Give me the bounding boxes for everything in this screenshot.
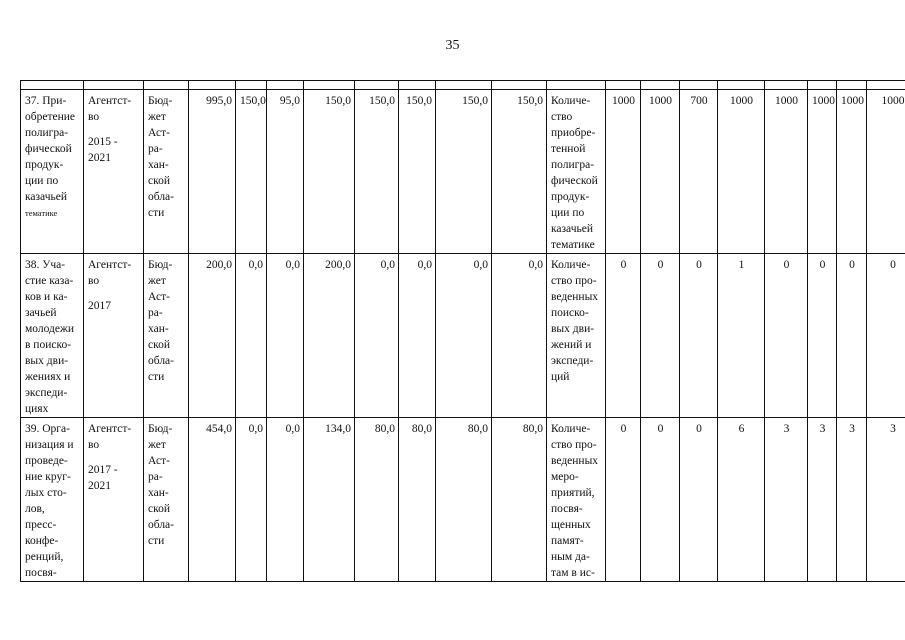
activity-name-line: пресс- <box>25 519 57 531</box>
program-table <box>20 80 905 582</box>
indicator-description-cell <box>547 418 606 582</box>
indicator-value-cell: 0 <box>765 254 808 418</box>
responsible-line: во <box>88 439 100 451</box>
funding-source-line: Аст- <box>148 455 170 467</box>
period-line: 2021 <box>88 480 111 492</box>
activity-name-line: продук- <box>25 159 64 171</box>
activity-name-cell <box>21 90 84 254</box>
funding-source-cell <box>144 418 189 582</box>
indicator-description-line: поиско- <box>551 307 589 319</box>
funding-source-line: жет <box>148 275 166 287</box>
funding-value-cell: 150,0 <box>355 90 399 254</box>
funding-source-line: хан- <box>148 159 169 171</box>
funding-source-line: жет <box>148 111 166 123</box>
funding-value-cell: 0,0 <box>267 254 304 418</box>
indicator-description-line: памят- <box>551 535 584 547</box>
indicator-description-line: посвя- <box>551 503 583 515</box>
responsible-line: Агентст- <box>88 259 132 271</box>
activity-name-line: обретение <box>25 111 75 123</box>
funding-source-line: ской <box>148 503 171 515</box>
indicator-description-line: ций <box>551 371 570 383</box>
funding-source-line: ской <box>148 175 171 187</box>
indicator-value-cell: 1000 <box>718 90 765 254</box>
funding-value-cell: 150,0 <box>236 90 267 254</box>
indicator-description-line: щенных <box>551 519 591 531</box>
funding-value-cell: 200,0 <box>189 254 236 418</box>
funding-value-cell: 0,0 <box>436 254 492 418</box>
period-block <box>88 298 140 314</box>
indicator-value-cell: 0 <box>680 254 718 418</box>
indicator-description-line: приятий, <box>551 487 595 499</box>
indicator-value-cell: 1000 <box>606 90 641 254</box>
indicator-value-cell: 1000 <box>765 90 808 254</box>
indicator-description-line: жений и <box>551 339 592 351</box>
activity-name-line: фической <box>25 143 72 155</box>
activity-name-line: в поиско- <box>25 339 72 351</box>
funding-value-cell: 0,0 <box>355 254 399 418</box>
funding-source-line: ской <box>148 339 171 351</box>
funding-source-line: обла- <box>148 519 174 531</box>
indicator-value-cell: 1000 <box>837 90 867 254</box>
activity-name-line: лых сто- <box>25 487 67 499</box>
indicator-description-line: вых дви- <box>551 323 595 335</box>
indicator-description-line: продук- <box>551 191 590 203</box>
funding-source-line: ра- <box>148 143 163 155</box>
activity-name-line: ции по <box>25 175 59 187</box>
funding-value-cell: 150,0 <box>304 90 355 254</box>
responsible-cell <box>84 90 144 254</box>
indicator-description-line: веденных <box>551 455 599 467</box>
activity-name-line: 39. Орга- <box>25 423 70 435</box>
funding-value-cell: 80,0 <box>492 418 547 582</box>
activity-name-line: стие каза- <box>25 275 74 287</box>
indicator-value-cell: 700 <box>680 90 718 254</box>
indicator-description-line: тенной <box>551 143 586 155</box>
period-line: 2017 <box>88 300 111 312</box>
indicator-value-cell: 1000 <box>641 90 680 254</box>
funding-value-cell: 454,0 <box>189 418 236 582</box>
responsible-line: во <box>88 111 100 123</box>
funding-value-cell: 150,0 <box>492 90 547 254</box>
indicator-value-cell: 0 <box>680 418 718 582</box>
indicator-description-line: тематике <box>551 239 595 251</box>
funding-source-line: ра- <box>148 471 163 483</box>
responsible-line: Агентст- <box>88 95 132 107</box>
indicator-description-line: ции по <box>551 207 585 219</box>
funding-source-line: Аст- <box>148 291 170 303</box>
funding-source-line: хан- <box>148 487 169 499</box>
indicator-description-line: ство <box>551 111 573 123</box>
indicator-description-line: ным да- <box>551 551 590 563</box>
activity-name-line: полигра- <box>25 127 69 139</box>
funding-source-line: сти <box>148 207 165 219</box>
indicator-description-line: веденных <box>551 291 599 303</box>
funding-value-cell: 0,0 <box>267 418 304 582</box>
funding-value-cell: 995,0 <box>189 90 236 254</box>
funding-source-line: Бюд- <box>148 423 173 435</box>
funding-source-line: Бюд- <box>148 95 173 107</box>
table-row <box>21 254 905 418</box>
indicator-value-cell: 0 <box>606 254 641 418</box>
indicator-description-line: ство про- <box>551 275 597 287</box>
activity-name-cell <box>21 254 84 418</box>
activity-name-line: 38. Уча- <box>25 259 66 271</box>
activity-name-line: ков и ка- <box>25 291 68 303</box>
indicator-description-cell <box>547 90 606 254</box>
funding-source-line: сти <box>148 371 165 383</box>
period-line: 2015 - <box>88 136 118 148</box>
funding-value-cell: 95,0 <box>267 90 304 254</box>
funding-source-line: ра- <box>148 307 163 319</box>
activity-name-line: тематике <box>25 208 58 218</box>
funding-source-line: жет <box>148 439 166 451</box>
indicator-value-cell: 1000 <box>808 90 837 254</box>
indicator-value-cell: 6 <box>718 418 765 582</box>
period-line: 2021 <box>88 152 111 164</box>
activity-name-line: низация и <box>25 439 74 451</box>
funding-source-line: обла- <box>148 191 174 203</box>
indicator-description-line: полигра- <box>551 159 595 171</box>
page-number: 35 <box>445 38 460 53</box>
activity-name-line: лов, <box>25 503 45 515</box>
funding-value-cell: 150,0 <box>399 90 436 254</box>
funding-value-cell: 0,0 <box>236 254 267 418</box>
indicator-value-cell: 1 <box>718 254 765 418</box>
indicator-value-cell: 0 <box>641 254 680 418</box>
indicator-description-line: экспеди- <box>551 355 594 367</box>
indicator-description-line: казачьей <box>551 223 593 235</box>
responsible-line: Агентст- <box>88 423 132 435</box>
activity-name-line: ние круг- <box>25 471 71 483</box>
table-row <box>21 90 905 254</box>
activity-name-line: циях <box>25 403 49 415</box>
activity-name-line: казачьей <box>25 191 67 203</box>
activity-name-line: ренций, <box>25 551 64 563</box>
funding-value-cell: 0,0 <box>399 254 436 418</box>
indicator-description-cell <box>547 254 606 418</box>
funding-source-line: Бюд- <box>148 259 173 271</box>
funding-value-cell: 150,0 <box>436 90 492 254</box>
responsible-cell <box>84 254 144 418</box>
funding-value-cell: 80,0 <box>399 418 436 582</box>
indicator-value-cell: 0 <box>808 254 837 418</box>
activity-name-line: конфе- <box>25 535 59 547</box>
indicator-value-cell: 0 <box>867 254 905 418</box>
indicator-value-cell: 3 <box>837 418 867 582</box>
indicator-value-cell: 0 <box>837 254 867 418</box>
responsible-cell <box>84 418 144 582</box>
indicator-value-cell: 0 <box>606 418 641 582</box>
funding-value-cell: 0,0 <box>236 418 267 582</box>
funding-value-cell: 0,0 <box>492 254 547 418</box>
period-block <box>88 462 140 494</box>
indicator-description-line: Количе- <box>551 95 591 107</box>
indicator-value-cell: 0 <box>641 418 680 582</box>
indicator-value-cell: 3 <box>867 418 905 582</box>
indicator-description-line: ство про- <box>551 439 597 451</box>
activity-name-line: проведе- <box>25 455 68 467</box>
funding-value-cell: 200,0 <box>304 254 355 418</box>
funding-source-cell <box>144 254 189 418</box>
indicator-description-line: Количе- <box>551 259 591 271</box>
indicator-description-line: меро- <box>551 471 579 483</box>
activity-name-line: жениях и <box>25 371 71 383</box>
indicator-value-cell: 1000 <box>867 90 905 254</box>
funding-source-line: Аст- <box>148 127 170 139</box>
activity-name-line: зачьей <box>25 307 57 319</box>
indicator-description-line: фической <box>551 175 598 187</box>
funding-value-cell: 80,0 <box>436 418 492 582</box>
table-header-stub-row <box>21 81 905 90</box>
funding-source-line: хан- <box>148 323 169 335</box>
period-line: 2017 - <box>88 464 118 476</box>
responsible-line: во <box>88 275 100 287</box>
funding-source-cell <box>144 90 189 254</box>
indicator-value-cell: 3 <box>808 418 837 582</box>
funding-value-cell: 134,0 <box>304 418 355 582</box>
period-block <box>88 134 140 166</box>
funding-value-cell: 80,0 <box>355 418 399 582</box>
funding-source-line: сти <box>148 535 165 547</box>
activity-name-line: вых дви- <box>25 355 69 367</box>
funding-source-line: обла- <box>148 355 174 367</box>
activity-name-line: посвя- <box>25 567 57 579</box>
activity-name-line: экспеди- <box>25 387 68 399</box>
indicator-description-line: там в ис- <box>551 567 595 579</box>
table-row <box>21 418 905 582</box>
activity-name-line: молодежи <box>25 323 75 335</box>
activity-name-line: 37. При- <box>25 95 67 107</box>
activity-name-cell <box>21 418 84 582</box>
indicator-description-line: Количе- <box>551 423 591 435</box>
indicator-value-cell: 3 <box>765 418 808 582</box>
indicator-description-line: приобре- <box>551 127 596 139</box>
